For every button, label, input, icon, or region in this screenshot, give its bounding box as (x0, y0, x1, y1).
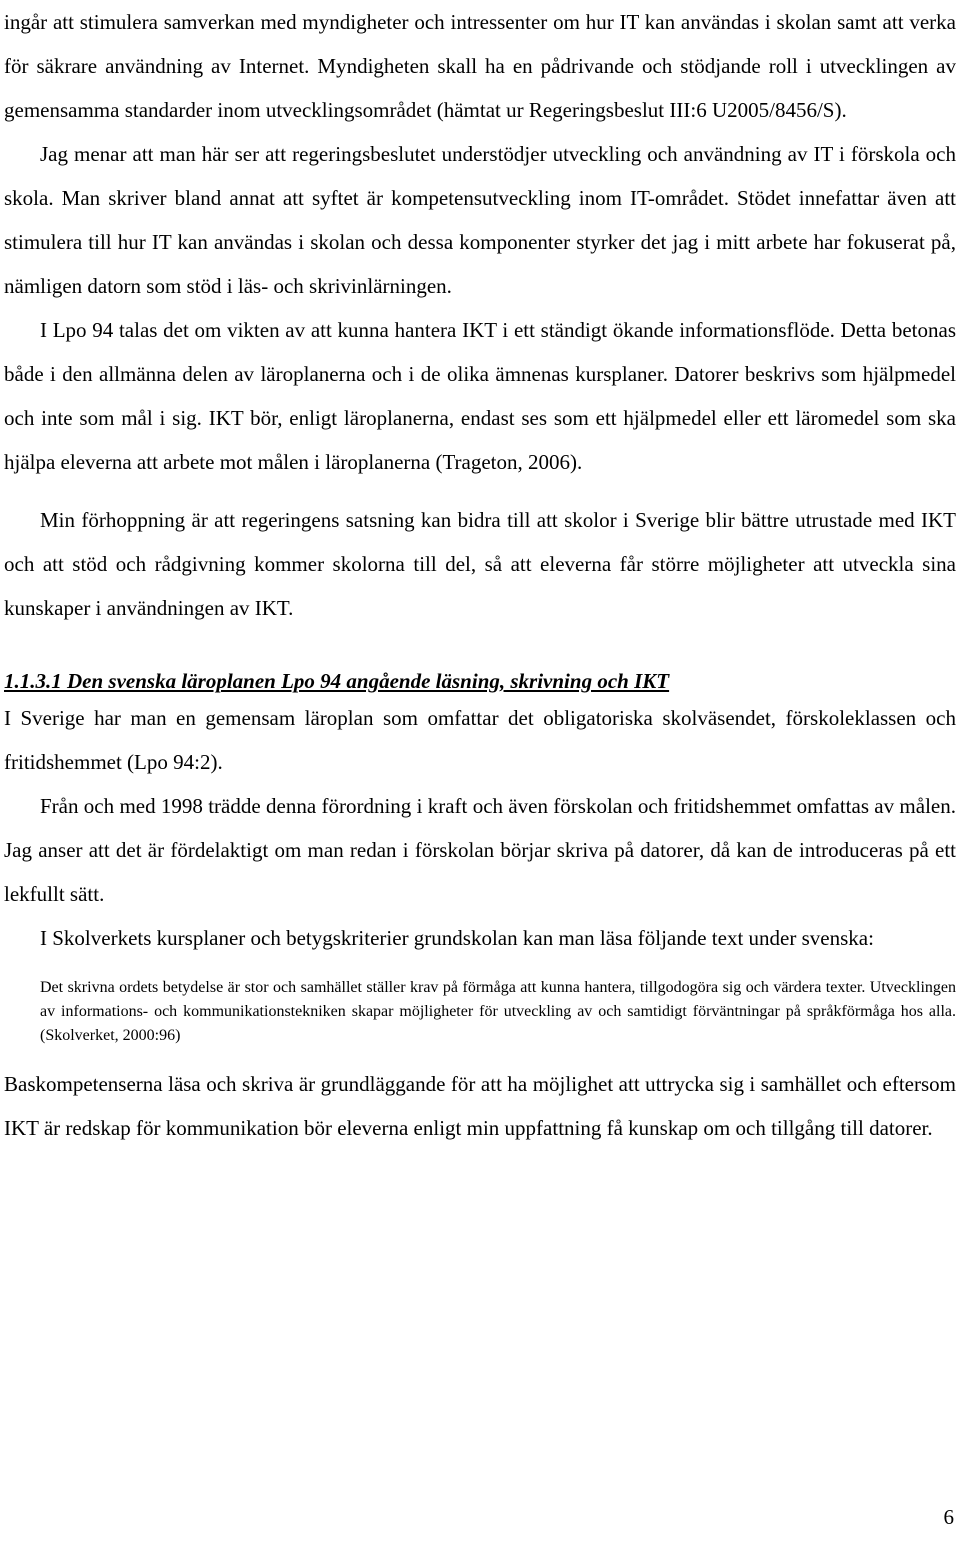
paragraph-forhoppning: Min förhoppning är att regeringens satsning kan bidra till att skolor i Sverige blir bättre utrustade med IKT och att stöd och rådgivning kommer skolorna till del, så att eleverna får större möjligheter att utveckla sina kunskaper i användningen av IKT. (4, 508, 956, 620)
paragraph-baskompetenser: Baskompetenserna läsa och skriva är grundläggande för att ha möjlighet att uttrycka sig i samhället och eftersom IKT är redskap för kommunikation bör eleverna enligt min uppfattning få kunskap om och tillgång till datorer. (4, 1072, 956, 1140)
block-quote: Det skrivna ordets betydelse är stor och samhället ställer krav på förmåga att kunna hantera, tillgodogöra sig och värdera texter. Utvecklingen av informations- och kommunikationstekniken skapar möjligheter för utveckling av och samtidigt förväntningar på språkförmåga hos alla. (Skolverket, 2000:96) (40, 979, 956, 1044)
document-page (4, 0, 956, 1150)
paragraph-regeringsbeslut: ingår att stimulera samverkan med myndigheter och intressenter om hur IT kan användas i skolan samt att verka för säkrare användning av Internet. Myndigheten skall ha en pådrivande och stödjande roll i utvecklingen av gemensamma standarder inom utvecklingsområdet (hämtat ur Regeringsbeslut III:6 U2005/8456/S). (4, 10, 956, 122)
section-heading: 1.1.3.1 Den svenska läroplanen Lpo 94 angående läsning, skrivning och IKT (4, 669, 670, 693)
paragraph-skolverket-kursplaner: I Skolverkets kursplaner och betygskriterier grundskolan kan man läsa följande text under svenska: (40, 926, 874, 950)
paragraph-gemensam-laroplan: I Sverige har man en gemensam läroplan som omfattar det obligatoriska skolväsendet, förskoleklassen och fritidshemmet (Lpo 94:2). (4, 706, 956, 774)
paragraph-it-utveckling: Jag menar att man här ser att regeringsbeslutet understödjer utveckling och användning av IT i förskola och skola. Man skriver bland annat att syftet är kompetensutveckling inom IT-området. Stödet innefattar även att stimulera till hur IT kan användas i skolan och dessa komponenter styrker det jag i mitt arbete har fokuserat på, nämligen datorn som stöd i läs- och skrivinlärningen. (4, 142, 956, 298)
paragraph-forordning-1998: Från och med 1998 trädde denna förordning i kraft och även förskolan och fritidshemmet omfattas av målen. Jag anser att det är fördelaktigt om man redan i förskolan börjar skriva på datorer, då kan de introduceras på ett lekfullt sätt. (4, 794, 956, 906)
paragraph-lpo94-ikt: I Lpo 94 talas det om vikten av att kunna hantera IKT i ett ständigt ökande informationsflöde. Detta betonas både i den allmänna delen av läroplanerna och i de olika ämnenas kursplaner. Datorer beskrivs som hjälpmedel och inte som mål i sig. IKT bör, enligt läroplanerna, endast ses som ett hjälpmedel eller ett läromedel som ska hjälpa eleverna att arbete mot målen i läroplanerna (Trageton, 2006). (4, 318, 956, 474)
page-number: 6 (943, 1505, 954, 1529)
